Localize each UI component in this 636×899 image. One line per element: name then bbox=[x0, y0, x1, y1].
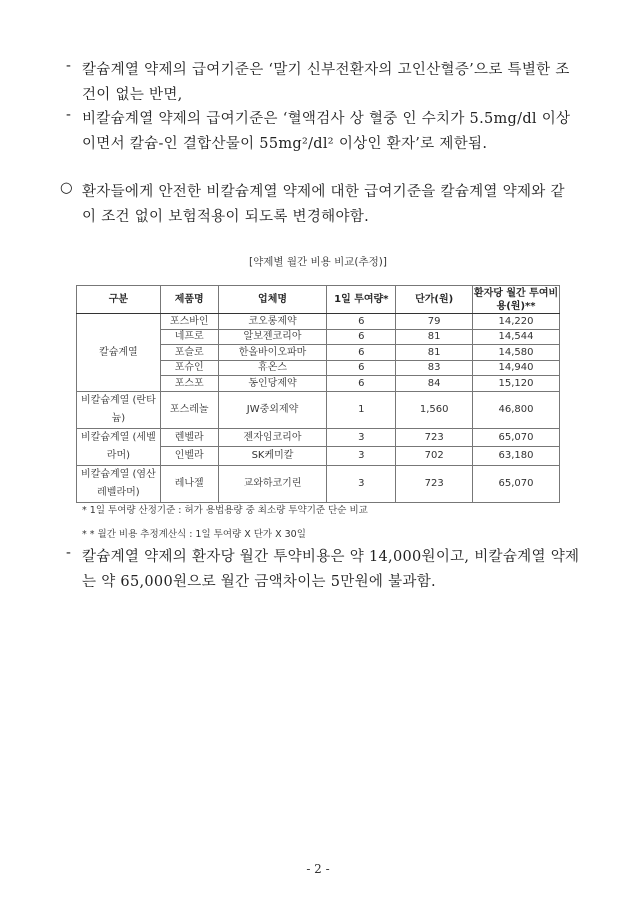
dose-cell: 6 bbox=[327, 329, 396, 345]
price-cell: 723 bbox=[396, 465, 473, 502]
header-daily-dose: 1일 투여량* bbox=[327, 286, 396, 314]
drug-cost-table bbox=[76, 285, 560, 503]
bullet-dash: - bbox=[66, 545, 72, 561]
text-line: 칼슘계열 약제의 급여기준은 ‘말기 신부전환자의 고인산혈증’으로 특별한 조 bbox=[82, 62, 570, 78]
product-cell: 레나젤 bbox=[160, 465, 218, 502]
company-cell: 젠자임코리아 bbox=[218, 428, 327, 447]
header-monthly-cost: 환자당 월간 투여비용(원)** bbox=[473, 287, 559, 312]
text-line: 환자들에게 안전한 비칼슘계열 약제에 대한 급여기준을 칼슘계열 약제와 같 bbox=[82, 184, 565, 200]
product-cell: 렌벨라 bbox=[160, 428, 218, 447]
company-cell: 교와하코기린 bbox=[218, 465, 327, 502]
product-cell: 포스포 bbox=[160, 376, 218, 392]
table-header-row bbox=[77, 286, 560, 314]
company-cell: 동인당제약 bbox=[218, 376, 327, 392]
product-cell: 포스바인 bbox=[160, 314, 218, 330]
table-row bbox=[77, 428, 560, 447]
product-cell: 인벨라 bbox=[160, 447, 218, 466]
header-product: 제품명 bbox=[160, 286, 218, 314]
category-cell: 비칼슘계열 (염산레벨라머) bbox=[77, 465, 161, 502]
dose-cell: 6 bbox=[327, 314, 396, 330]
company-cell: JW중외제약 bbox=[218, 391, 327, 428]
header-company: 업체명 bbox=[218, 286, 327, 314]
company-cell: 한올바이오파마 bbox=[218, 345, 327, 361]
dose-cell: 3 bbox=[327, 447, 396, 466]
header-unit-price: 단가(원) bbox=[396, 286, 473, 314]
monthly-cost-cell: 14,544 bbox=[473, 329, 560, 345]
product-cell: 포스레놀 bbox=[160, 391, 218, 428]
table-footnote-dose: * 1일 투여량 산정기준 : 허가 용법용량 중 최소량 투약기준 단순 비교 bbox=[82, 505, 368, 516]
dose-cell: 6 bbox=[327, 345, 396, 361]
dose-cell: 1 bbox=[327, 391, 396, 428]
header-category: 구분 bbox=[77, 286, 161, 314]
dose-cell: 3 bbox=[327, 428, 396, 447]
dose-cell: 6 bbox=[327, 360, 396, 376]
monthly-cost-cell: 46,800 bbox=[473, 391, 560, 428]
monthly-cost-cell: 65,070 bbox=[473, 428, 560, 447]
monthly-cost-cell: 14,580 bbox=[473, 345, 560, 361]
table-row bbox=[77, 465, 560, 502]
text-line: 이 조건 없이 보험적용이 되도록 변경해야함. bbox=[82, 209, 369, 225]
price-cell: 79 bbox=[396, 314, 473, 330]
product-cell: 포슈인 bbox=[160, 360, 218, 376]
dose-cell: 6 bbox=[327, 376, 396, 392]
monthly-cost-cell: 65,070 bbox=[473, 465, 560, 502]
company-cell: 코오롱제약 bbox=[218, 314, 327, 330]
table-footnote-formula: * * 월간 비용 추정계산식 : 1일 투여량 X 단가 X 30일 bbox=[82, 529, 306, 540]
bullet-dash: - bbox=[66, 107, 72, 123]
category-cell: 비칼슘계열 (세벨라머) bbox=[77, 428, 161, 465]
monthly-cost-cell: 14,940 bbox=[473, 360, 560, 376]
price-cell: 83 bbox=[396, 360, 473, 376]
price-cell: 702 bbox=[396, 447, 473, 466]
monthly-cost-cell: 14,220 bbox=[473, 314, 560, 330]
price-cell: 81 bbox=[396, 329, 473, 345]
category-cell: 비칼슘계열 (란타늄) bbox=[77, 391, 161, 428]
table-caption: [약제별 월간 비용 비교(추정)] bbox=[249, 256, 387, 268]
price-cell: 84 bbox=[396, 376, 473, 392]
category-cell: 칼슘계열 bbox=[77, 314, 161, 392]
price-cell: 1,560 bbox=[396, 391, 473, 428]
circle-marker-icon: ○ bbox=[60, 180, 73, 196]
monthly-cost-cell: 15,120 bbox=[473, 376, 560, 392]
text-line: 이면서 칼슘-인 결합산물이 55mg²/dl² 이상인 환자’로 제한됨. bbox=[82, 136, 488, 152]
table-row bbox=[77, 314, 560, 330]
dose-cell: 3 bbox=[327, 465, 396, 502]
product-cell: 네프로 bbox=[160, 329, 218, 345]
text-line: 는 약 65,000원으로 월간 금액차이는 5만원에 불과함. bbox=[82, 574, 436, 590]
price-cell: 723 bbox=[396, 428, 473, 447]
company-cell: 알보젠코리아 bbox=[218, 329, 327, 345]
text-line: 칼슘계열 약제의 환자당 월간 투약비용은 약 14,000원이고, 비칼슘계열 약제 bbox=[82, 549, 580, 565]
price-cell: 81 bbox=[396, 345, 473, 361]
text-line: 비칼슘계열 약제의 급여기준은 ‘혈액검사 상 혈중 인 수치가 5.5mg/dl 이상 bbox=[82, 111, 571, 127]
page-number: - 2 - bbox=[306, 862, 330, 876]
table-row bbox=[77, 391, 560, 428]
company-cell: SK케미칼 bbox=[218, 447, 327, 466]
company-cell: 휴온스 bbox=[218, 360, 327, 376]
bullet-dash: - bbox=[66, 58, 72, 74]
product-cell: 포슬로 bbox=[160, 345, 218, 361]
monthly-cost-cell: 63,180 bbox=[473, 447, 560, 466]
text-line: 건이 없는 반면, bbox=[82, 87, 183, 103]
